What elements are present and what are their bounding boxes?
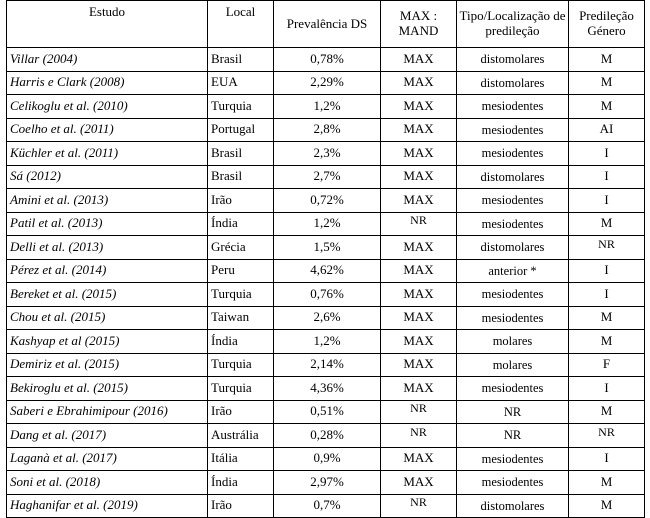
cell-study: Coelho et al. (2011) <box>7 118 208 142</box>
cell-study: Chou et al. (2015) <box>7 306 208 330</box>
cell-study: Celikoglu et al. (2010) <box>7 95 208 119</box>
cell-local: Índia <box>208 330 274 354</box>
cell-location: molares <box>457 353 569 377</box>
cell-study: Delli et al. (2013) <box>7 236 208 260</box>
cell-gender: I <box>569 165 645 189</box>
cell-study: Amini et al. (2013) <box>7 189 208 213</box>
cell-location: NR <box>457 424 569 448</box>
cell-study: Laganà et al. (2017) <box>7 447 208 471</box>
cell-location: mesiodentes <box>457 142 569 166</box>
cell-max-mand-text: NR <box>410 424 427 439</box>
cell-max-mand: MAX <box>381 259 457 283</box>
table-row <box>7 306 645 330</box>
cell-gender <box>569 236 645 260</box>
header-study: Estudo <box>7 1 208 48</box>
cell-study: Dang et al. (2017) <box>7 424 208 448</box>
cell-study: Villar (2004) <box>7 48 208 72</box>
cell-prevalence: 2,8% <box>274 118 381 142</box>
cell-local: Irão <box>208 189 274 213</box>
cell-location: NR <box>457 400 569 424</box>
cell-location: mesiodentes <box>457 118 569 142</box>
cell-local: Brasil <box>208 142 274 166</box>
cell-gender: I <box>569 189 645 213</box>
table-row <box>7 283 645 307</box>
table-header <box>7 1 645 48</box>
cell-prevalence: 2,3% <box>274 142 381 166</box>
cell-study: Sá (2012) <box>7 165 208 189</box>
cell-study: Bekiroglu et al. (2015) <box>7 377 208 401</box>
header-row <box>7 1 645 48</box>
cell-prevalence: 1,2% <box>274 330 381 354</box>
table-row <box>7 142 645 166</box>
cell-gender: M <box>569 95 645 119</box>
cell-location: distomolares <box>457 494 569 518</box>
cell-gender: I <box>569 283 645 307</box>
cell-max-mand-text: NR <box>410 401 427 416</box>
table-body <box>7 48 645 518</box>
cell-prevalence: 2,97% <box>274 471 381 495</box>
cell-max-mand: MAX <box>381 142 457 166</box>
cell-study: Pérez et al. (2014) <box>7 259 208 283</box>
cell-max-mand: MAX <box>381 471 457 495</box>
table-row <box>7 494 645 518</box>
header-prevalence: Prevalência DS <box>274 1 381 48</box>
cell-local: Portugal <box>208 118 274 142</box>
cell-prevalence: 0,72% <box>274 189 381 213</box>
cell-local: Índia <box>208 212 274 236</box>
cell-local: Brasil <box>208 165 274 189</box>
header-gender: Predileção Género <box>569 1 645 48</box>
cell-location: mesiodentes <box>457 283 569 307</box>
table-row <box>7 330 645 354</box>
cell-max-mand: MAX <box>381 377 457 401</box>
cell-gender: M <box>569 306 645 330</box>
cell-study: Saberi e Ebrahimipour (2016) <box>7 400 208 424</box>
cell-local: EUA <box>208 71 274 95</box>
cell-location: distomolares <box>457 165 569 189</box>
cell-max-mand <box>381 494 457 518</box>
cell-local: Irão <box>208 400 274 424</box>
table-row <box>7 95 645 119</box>
cell-gender-text: NR <box>598 236 615 251</box>
cell-max-mand: MAX <box>381 283 457 307</box>
cell-prevalence: 4,36% <box>274 377 381 401</box>
cell-gender: I <box>569 447 645 471</box>
cell-prevalence: 2,29% <box>274 71 381 95</box>
cell-study: Küchler et al. (2011) <box>7 142 208 166</box>
cell-location: distomolares <box>457 71 569 95</box>
table-row <box>7 71 645 95</box>
table-row <box>7 118 645 142</box>
table-row <box>7 212 645 236</box>
cell-study: Kashyap et al (2015) <box>7 330 208 354</box>
cell-local: Índia <box>208 471 274 495</box>
cell-local: Turquia <box>208 283 274 307</box>
table-row <box>7 400 645 424</box>
cell-local: Taiwan <box>208 306 274 330</box>
cell-gender: M <box>569 48 645 72</box>
cell-max-mand: MAX <box>381 236 457 260</box>
table-row <box>7 353 645 377</box>
cell-gender: M <box>569 71 645 95</box>
cell-local: Irão <box>208 494 274 518</box>
cell-study: Haghanifar et al. (2019) <box>7 494 208 518</box>
cell-study: Demiriz et al. (2015) <box>7 353 208 377</box>
cell-gender-text: NR <box>598 424 615 439</box>
table-row <box>7 48 645 72</box>
cell-prevalence: 4,62% <box>274 259 381 283</box>
cell-prevalence: 0,9% <box>274 447 381 471</box>
cell-max-mand: MAX <box>381 48 457 72</box>
cell-prevalence: 2,7% <box>274 165 381 189</box>
cell-location: mesiodentes <box>457 212 569 236</box>
cell-local: Austrália <box>208 424 274 448</box>
cell-gender: M <box>569 494 645 518</box>
header-location: Tipo/Localização de predileção <box>457 1 569 48</box>
table-row <box>7 471 645 495</box>
cell-location: anterior * <box>457 259 569 283</box>
cell-gender: F <box>569 353 645 377</box>
cell-max-mand <box>381 424 457 448</box>
cell-location: mesiodentes <box>457 377 569 401</box>
cell-max-mand: MAX <box>381 189 457 213</box>
cell-max-mand <box>381 400 457 424</box>
header-max-mand: MAX : MAND <box>381 1 457 48</box>
cell-gender: AI <box>569 118 645 142</box>
cell-study: Harris e Clark (2008) <box>7 71 208 95</box>
table-row <box>7 236 645 260</box>
table-row <box>7 377 645 401</box>
cell-prevalence: 1,2% <box>274 95 381 119</box>
cell-location: mesiodentes <box>457 189 569 213</box>
cell-location: mesiodentes <box>457 447 569 471</box>
cell-max-mand: MAX <box>381 95 457 119</box>
cell-max-mand: MAX <box>381 165 457 189</box>
table-row <box>7 424 645 448</box>
cell-prevalence: 1,2% <box>274 212 381 236</box>
cell-max-mand: MAX <box>381 330 457 354</box>
table-row <box>7 189 645 213</box>
cell-local: Turquia <box>208 353 274 377</box>
cell-location: distomolares <box>457 236 569 260</box>
cell-local: Turquia <box>208 95 274 119</box>
cell-study: Patil et al. (2013) <box>7 212 208 236</box>
cell-local: Grécia <box>208 236 274 260</box>
cell-location: mesiodentes <box>457 95 569 119</box>
cell-max-mand: MAX <box>381 118 457 142</box>
cell-prevalence: 0,28% <box>274 424 381 448</box>
cell-location: mesiodentes <box>457 471 569 495</box>
cell-prevalence: 1,5% <box>274 236 381 260</box>
cell-study: Bereket et al. (2015) <box>7 283 208 307</box>
cell-gender <box>569 424 645 448</box>
cell-local: Turquia <box>208 377 274 401</box>
cell-prevalence: 0,76% <box>274 283 381 307</box>
cell-location: distomolares <box>457 48 569 72</box>
prevalence-table <box>6 0 645 518</box>
cell-max-mand: MAX <box>381 306 457 330</box>
cell-location: molares <box>457 330 569 354</box>
cell-gender: M <box>569 400 645 424</box>
cell-max-mand: MAX <box>381 71 457 95</box>
cell-gender: M <box>569 330 645 354</box>
cell-gender: M <box>569 212 645 236</box>
cell-prevalence: 0,7% <box>274 494 381 518</box>
cell-prevalence: 2,14% <box>274 353 381 377</box>
table-row <box>7 165 645 189</box>
cell-max-mand-text: NR <box>410 495 427 510</box>
header-local: Local <box>208 1 274 48</box>
cell-local: Brasil <box>208 48 274 72</box>
cell-local: Peru <box>208 259 274 283</box>
table-row <box>7 259 645 283</box>
cell-local: Itália <box>208 447 274 471</box>
cell-max-mand-text: NR <box>410 213 427 228</box>
cell-max-mand: MAX <box>381 447 457 471</box>
cell-prevalence: 2,6% <box>274 306 381 330</box>
cell-prevalence: 0,51% <box>274 400 381 424</box>
cell-gender: I <box>569 259 645 283</box>
table-row <box>7 447 645 471</box>
cell-max-mand <box>381 212 457 236</box>
cell-gender: I <box>569 377 645 401</box>
cell-study: Soni et al. (2018) <box>7 471 208 495</box>
cell-location: mesiodentes <box>457 306 569 330</box>
cell-gender: I <box>569 142 645 166</box>
cell-prevalence: 0,78% <box>274 48 381 72</box>
cell-gender: M <box>569 471 645 495</box>
cell-max-mand: MAX <box>381 353 457 377</box>
